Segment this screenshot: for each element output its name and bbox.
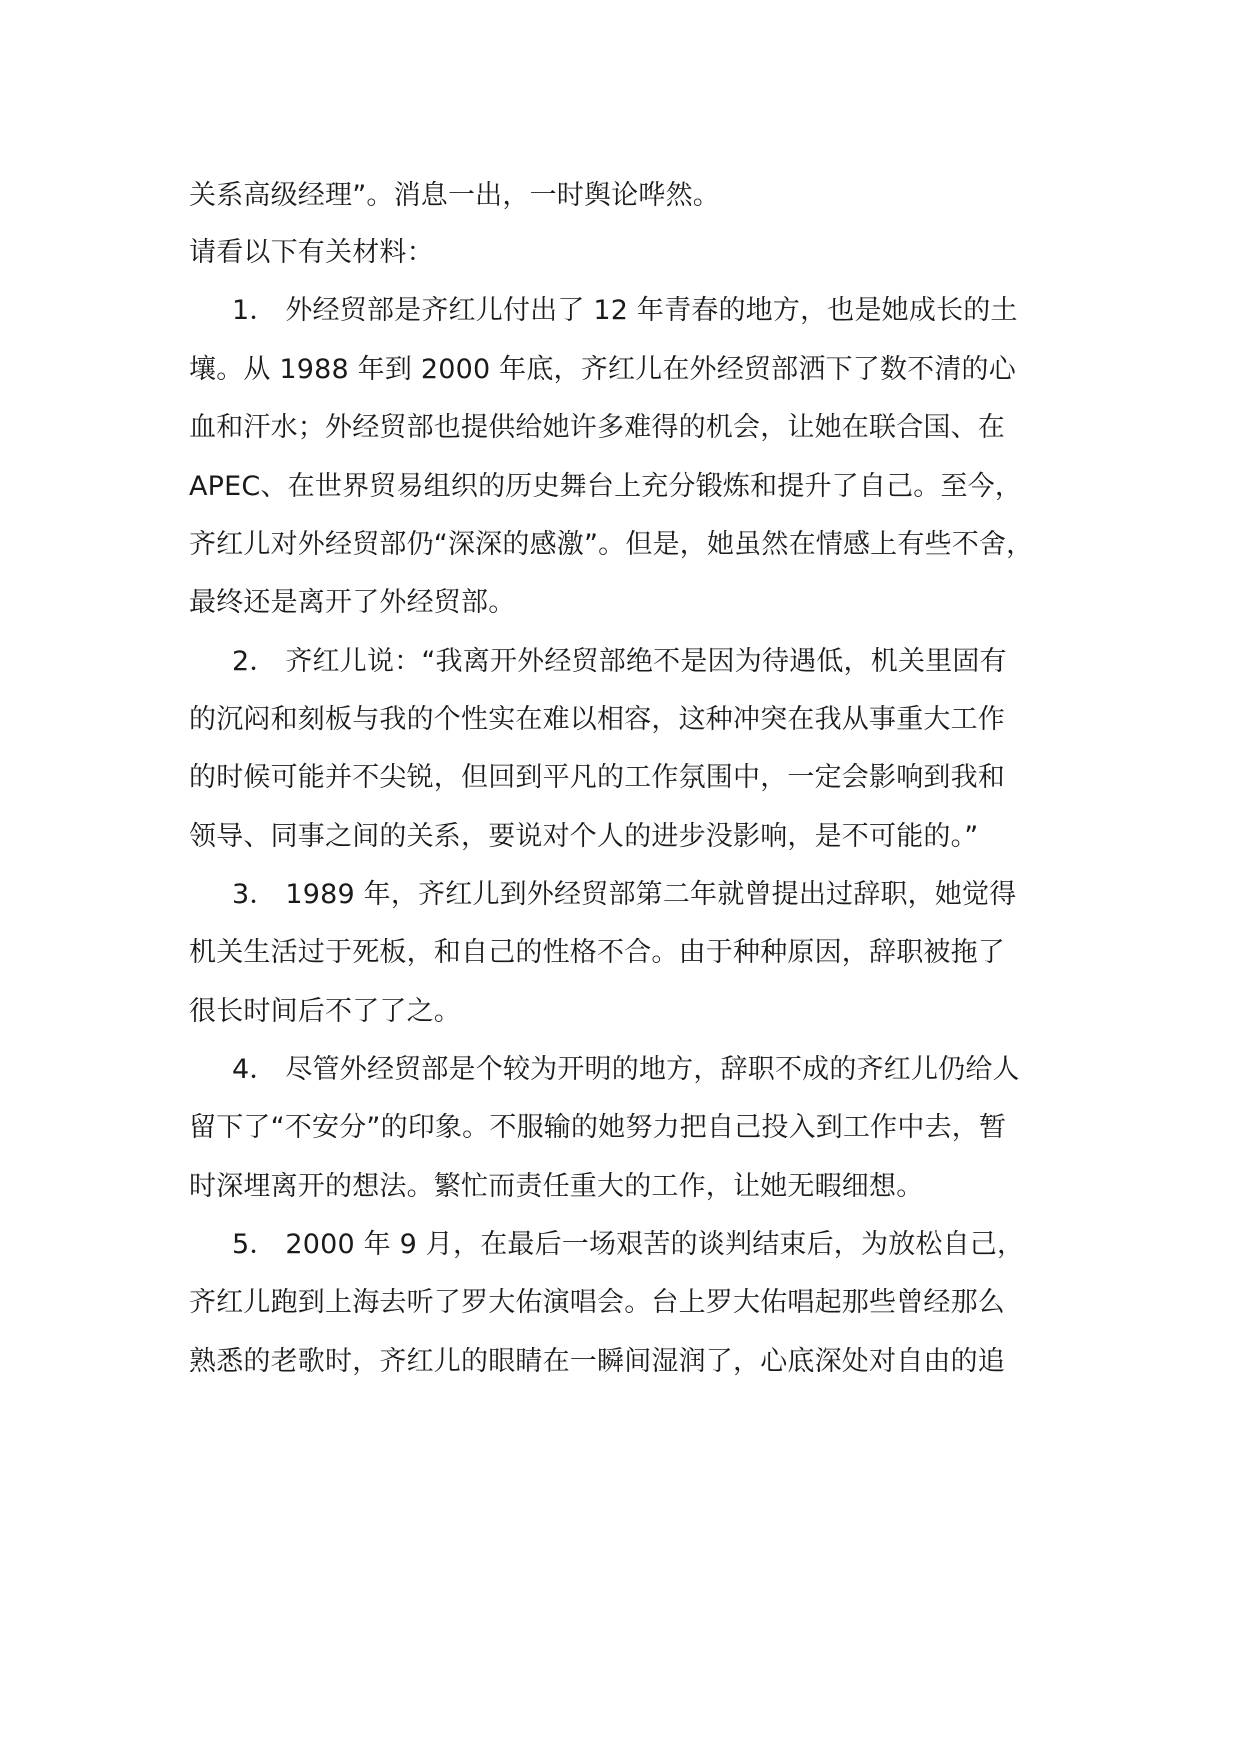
text-line: 熟悉的老歌时，齐红儿的眼睛在一瞬间湿润了，心底深处对自由的追 (189, 1346, 1005, 1377)
text-line: 壤。从 1988 年到 2000 年底，齐红儿在外经贸部洒下了数不清的心 (189, 354, 1016, 385)
list-item-1-start: 1． 外经贸部是齐红儿付出了 12 年青春的地方，也是她成长的土 (232, 295, 1018, 326)
text-line: 血和汗水；外经贸部也提供给她许多难得的机会，让她在联合国、在 (189, 412, 1005, 443)
list-item-2-start: 2． 齐红儿说：“我离开外经贸部绝不是因为待遇低，机关里固有 (232, 646, 1007, 677)
text-line: 最终还是离开了外经贸部。 (189, 587, 516, 618)
text-line: APEC、在世界贸易组织的历史舞台上充分锻炼和提升了自己。至今， (189, 471, 1023, 502)
text-line: 齐红儿对外经贸部仍“深深的感激”。但是，她虽然在情感上有些不舍， (189, 529, 1034, 560)
text-line: 很长时间后不了了之。 (189, 996, 461, 1027)
text-line: 时深埋离开的想法。繁忙而责任重大的工作，让她无暇细想。 (189, 1171, 924, 1202)
list-item-4-start: 4． 尽管外经贸部是个较为开明的地方，辞职不成的齐红儿仍给人 (232, 1054, 1020, 1085)
text-line: 的时候可能并不尖锐，但回到平凡的工作氛围中，一定会影响到我和 (189, 762, 1005, 793)
text-line: 机关生活过于死板，和自己的性格不合。由于种种原因，辞职被拖了 (189, 937, 1005, 968)
text-line: 齐红儿跑到上海去听了罗大佑演唱会。台上罗大佑唱起那些曾经那么 (189, 1287, 1005, 1318)
text-line: 领导、同事之间的关系，要说对个人的进步没影响，是不可能的。” (189, 821, 979, 852)
list-item-3-start: 3． 1989 年，齐红儿到外经贸部第二年就曾提出过辞职，她觉得 (232, 879, 1017, 910)
text-line: 留下了“不安分”的印象。不服输的她努力把自己投入到工作中去，暂 (189, 1112, 1007, 1143)
text-line: 的沉闷和刻板与我的个性实在难以相容，这种冲突在我从事重大工作 (189, 704, 1005, 735)
text-line: 关系高级经理”。消息一出，一时舆论哗然。 (189, 180, 720, 211)
text-line: 请看以下有关材料： (189, 237, 434, 268)
list-item-5-start: 5． 2000 年 9 月，在最后一场艰苦的谈判结束后，为放松自己， (232, 1229, 1025, 1260)
